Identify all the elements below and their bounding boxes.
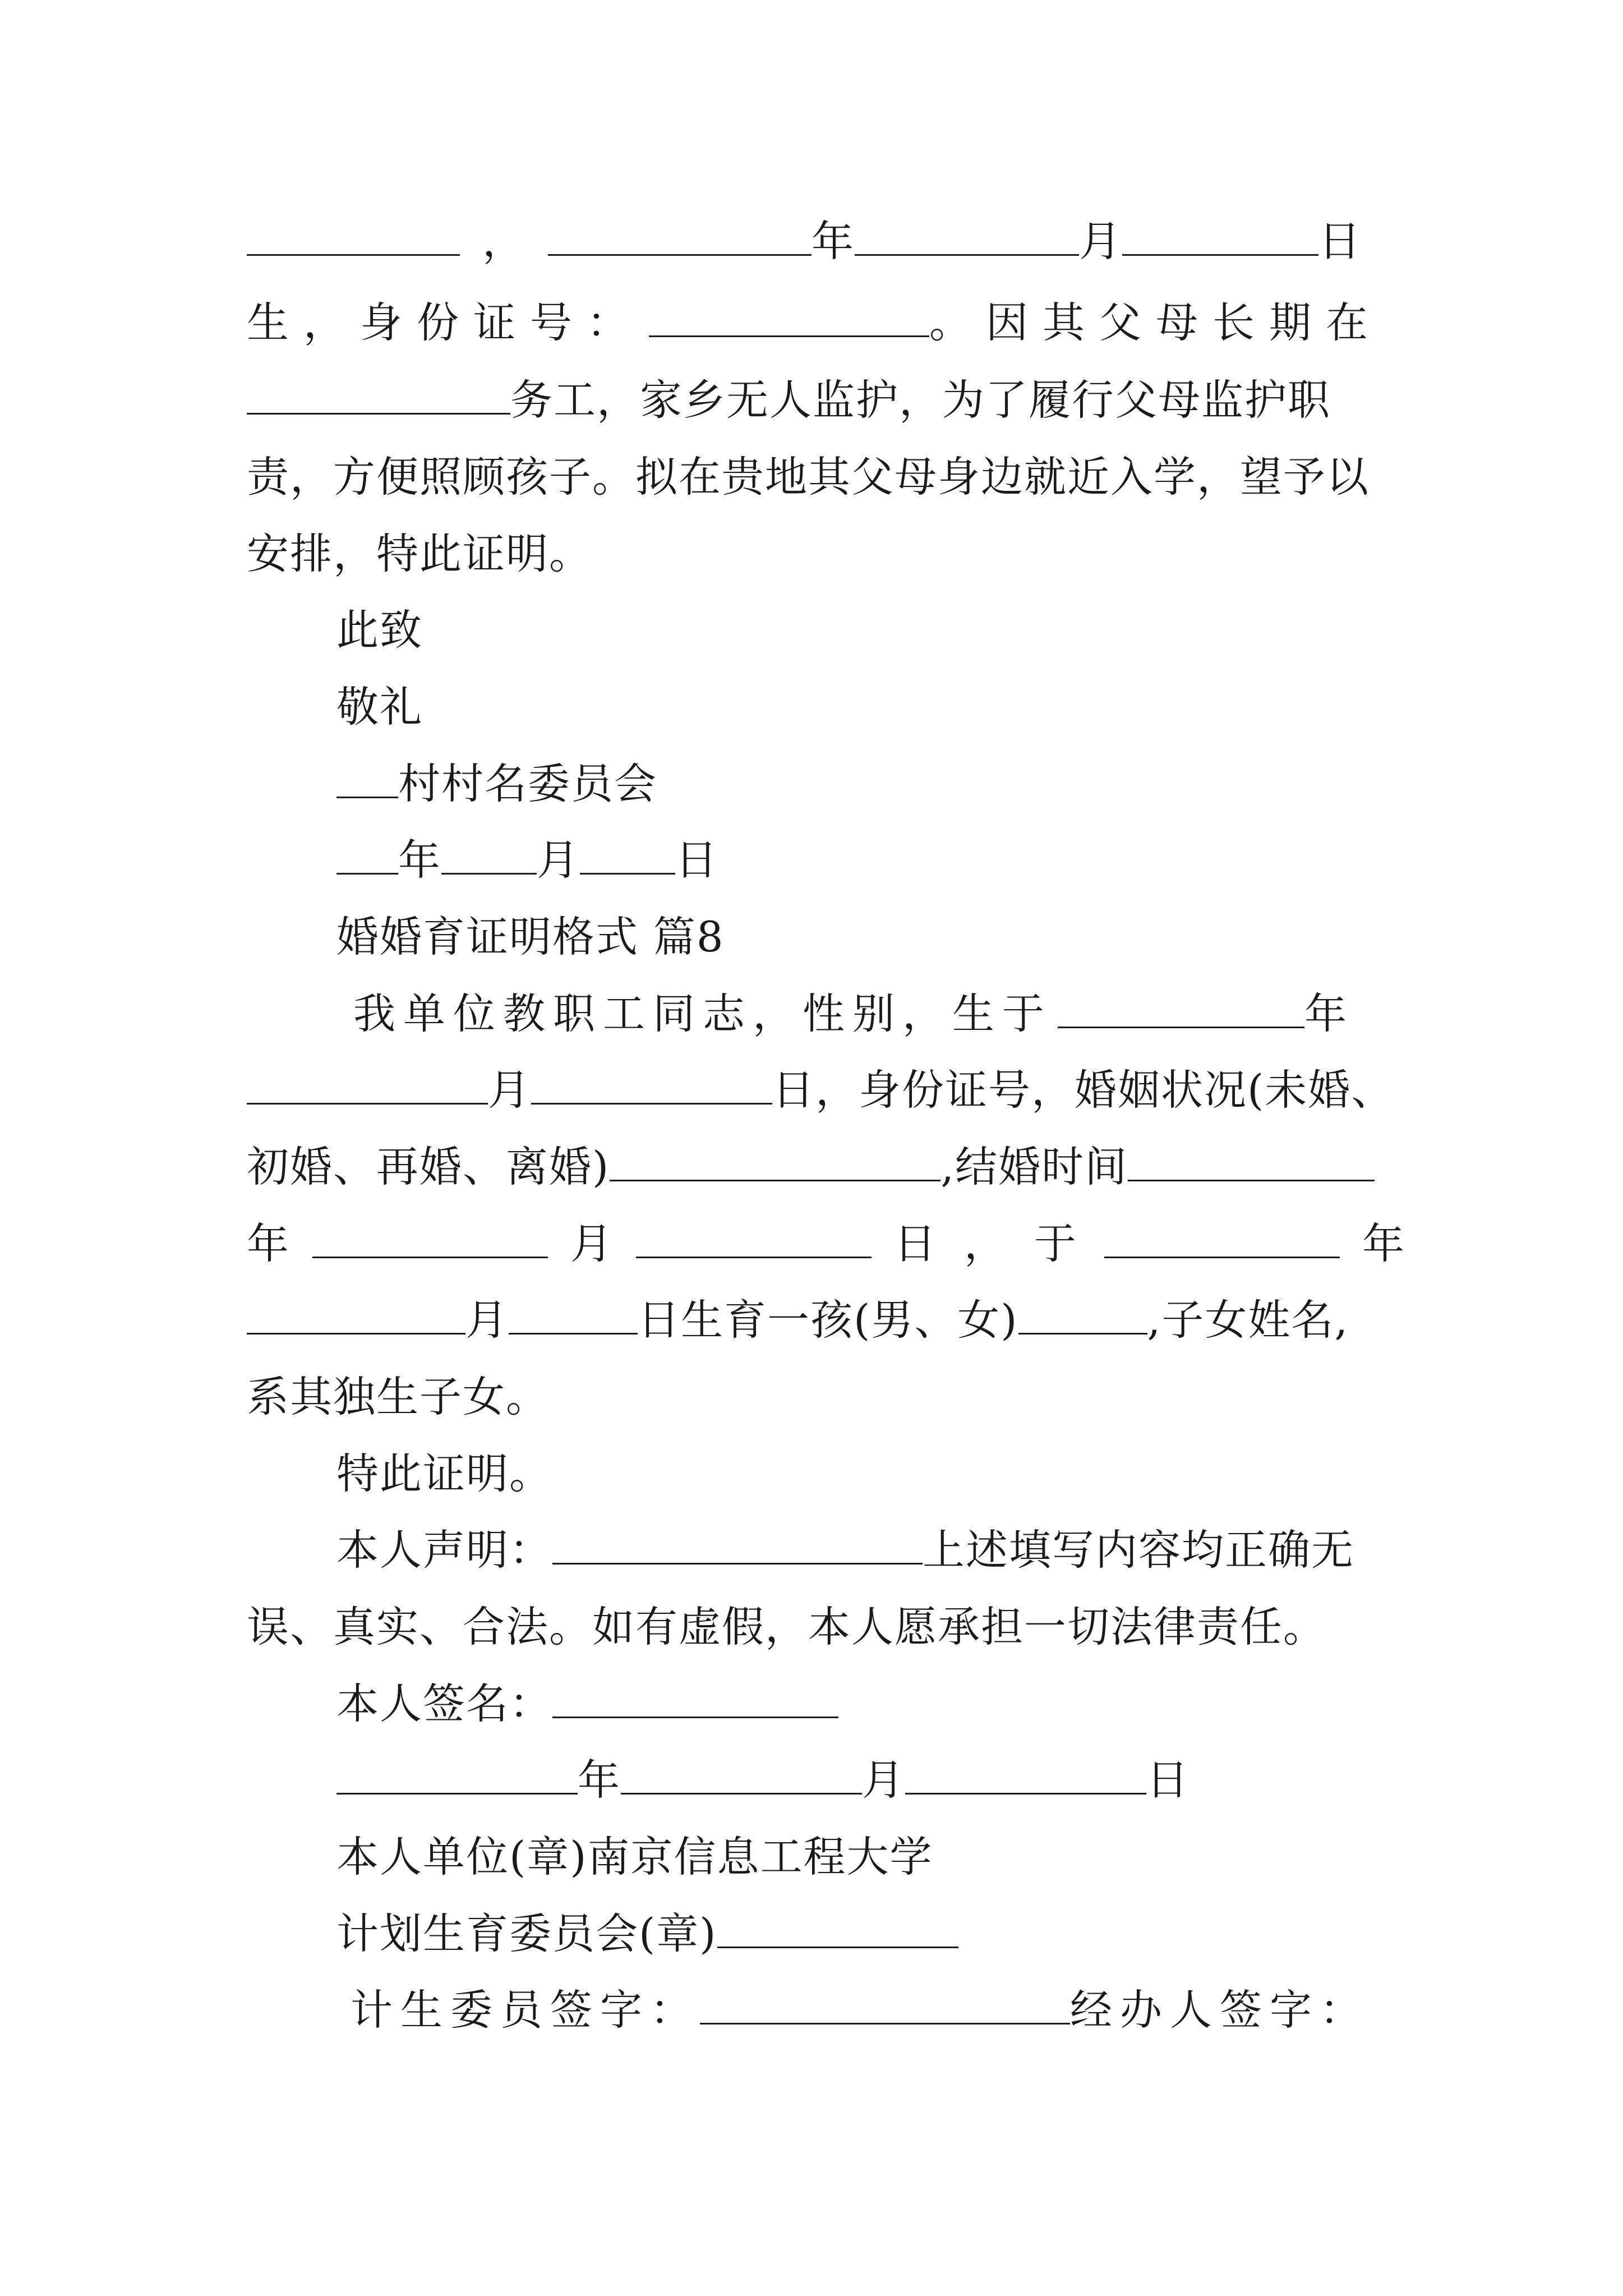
year-label: 年: [398, 835, 442, 885]
line-3: [247, 369, 1385, 431]
comma: ，: [482, 217, 526, 266]
blank-child-day[interactable]: [509, 1289, 638, 1335]
blank-sign-day[interactable]: [905, 1749, 1146, 1795]
text: ,结婚时间: [940, 1142, 1128, 1191]
line-4: 责，方便照顾孩子。拟在贵地其父母身边就近入学，望予以: [247, 452, 1370, 501]
blank-committee-sign[interactable]: [700, 1979, 1070, 2024]
text: 经办人签字：: [1070, 1985, 1370, 2035]
blank-workplace[interactable]: [247, 369, 510, 415]
text: 上述填写内容均正确无: [923, 1525, 1355, 1575]
blank-birth-month[interactable]: [247, 1059, 488, 1105]
blank-marriage-date[interactable]: [1128, 1136, 1375, 1181]
text: 。因其父母长期在: [929, 298, 1383, 347]
blank-id[interactable]: [649, 292, 929, 337]
id-label: 生，身份证号：: [247, 298, 644, 347]
line-14: [247, 1213, 1406, 1274]
month-label: 月: [465, 1295, 509, 1345]
line-8: [336, 753, 1385, 815]
line-17: 特此证明。: [336, 1449, 553, 1498]
line-5: 安排，特此证明。: [247, 529, 593, 578]
line-24: [351, 1979, 1399, 2041]
text: 我单位教职工同志，性别，生于: [353, 989, 1053, 1038]
blank-family-planning[interactable]: [717, 1903, 958, 1948]
blank-village[interactable]: [336, 753, 398, 798]
line-16: 系其独生子女。: [247, 1372, 550, 1421]
year-label: 年: [578, 1755, 621, 1805]
year-label: 年: [1362, 1219, 1406, 1268]
line-11: [353, 983, 1385, 1045]
signature-label: 本人签名：: [336, 1679, 553, 1728]
blank-marriage-month[interactable]: [636, 1213, 872, 1258]
blank-year[interactable]: [855, 210, 1079, 256]
line-23: [336, 1903, 1385, 1964]
text: 务工，家乡无人监护，为了履行父母监护职: [510, 375, 1331, 425]
blank-signature[interactable]: [552, 1673, 838, 1718]
day-label: 日: [1146, 1755, 1190, 1805]
line-15: [247, 1289, 1385, 1351]
month-label: 月: [488, 1065, 532, 1115]
line-7: 敬礼: [336, 682, 423, 731]
year-label: 年: [1304, 989, 1355, 1038]
text: ,子女姓名,: [1147, 1295, 1349, 1345]
blank-child-month[interactable]: [247, 1289, 465, 1335]
blank-day[interactable]: [580, 829, 675, 875]
blank-sign-year[interactable]: [336, 1749, 578, 1795]
text: 村村名委员会: [398, 759, 658, 808]
line-2: [247, 292, 1385, 353]
year-label: 年: [811, 217, 855, 266]
line-18: [336, 1519, 1385, 1581]
blank-year[interactable]: [336, 829, 398, 875]
blank-child-sex[interactable]: [1018, 1289, 1147, 1335]
blank-month[interactable]: [1122, 210, 1318, 256]
day-label: 日: [1318, 217, 1362, 266]
month-label: 月: [570, 1219, 614, 1268]
section-heading: 婚婚育证明格式 篇8: [336, 912, 725, 961]
blank-sign-month[interactable]: [621, 1749, 862, 1795]
line-13: [247, 1136, 1385, 1198]
line-19: 误、真实、合法。如有虚假，本人愿承担一切法律责任。: [247, 1602, 1327, 1651]
month-label: 月: [862, 1755, 906, 1805]
line-20: [336, 1673, 1385, 1734]
blank-birth-year[interactable]: [1058, 983, 1304, 1028]
blank-marital[interactable]: [610, 1136, 940, 1181]
text: 计生委员签字：: [351, 1985, 700, 2035]
text: 初婚、再婚、离婚): [247, 1142, 610, 1191]
blank-birth-day[interactable]: [531, 1059, 772, 1105]
day-label: 日: [675, 835, 719, 885]
year-label: 年: [247, 1219, 291, 1268]
blank-declaration[interactable]: [552, 1519, 923, 1565]
line-9: [336, 829, 1385, 891]
blank-place[interactable]: [548, 210, 811, 256]
line-6: 此致: [336, 605, 423, 655]
line-21: [336, 1749, 1385, 1811]
line-1: [247, 210, 1385, 272]
month-label: 月: [537, 835, 580, 885]
text: 日，于: [894, 1219, 1105, 1268]
text: 计划生育委员会(章): [336, 1909, 717, 1958]
line-12: [247, 1059, 1395, 1121]
month-label: 月: [1079, 217, 1123, 266]
blank-name[interactable]: [247, 210, 460, 256]
text: 本人声明：: [336, 1525, 553, 1575]
text: 日，身份证号，婚姻状况(未婚、: [772, 1065, 1395, 1115]
text: 日生育一孩(男、女): [638, 1295, 1018, 1345]
blank-marriage-year[interactable]: [312, 1213, 548, 1258]
blank-child-year[interactable]: [1104, 1213, 1340, 1258]
line-22: 本人单位(章)南京信息工程大学: [336, 1832, 933, 1881]
blank-month[interactable]: [441, 829, 537, 875]
